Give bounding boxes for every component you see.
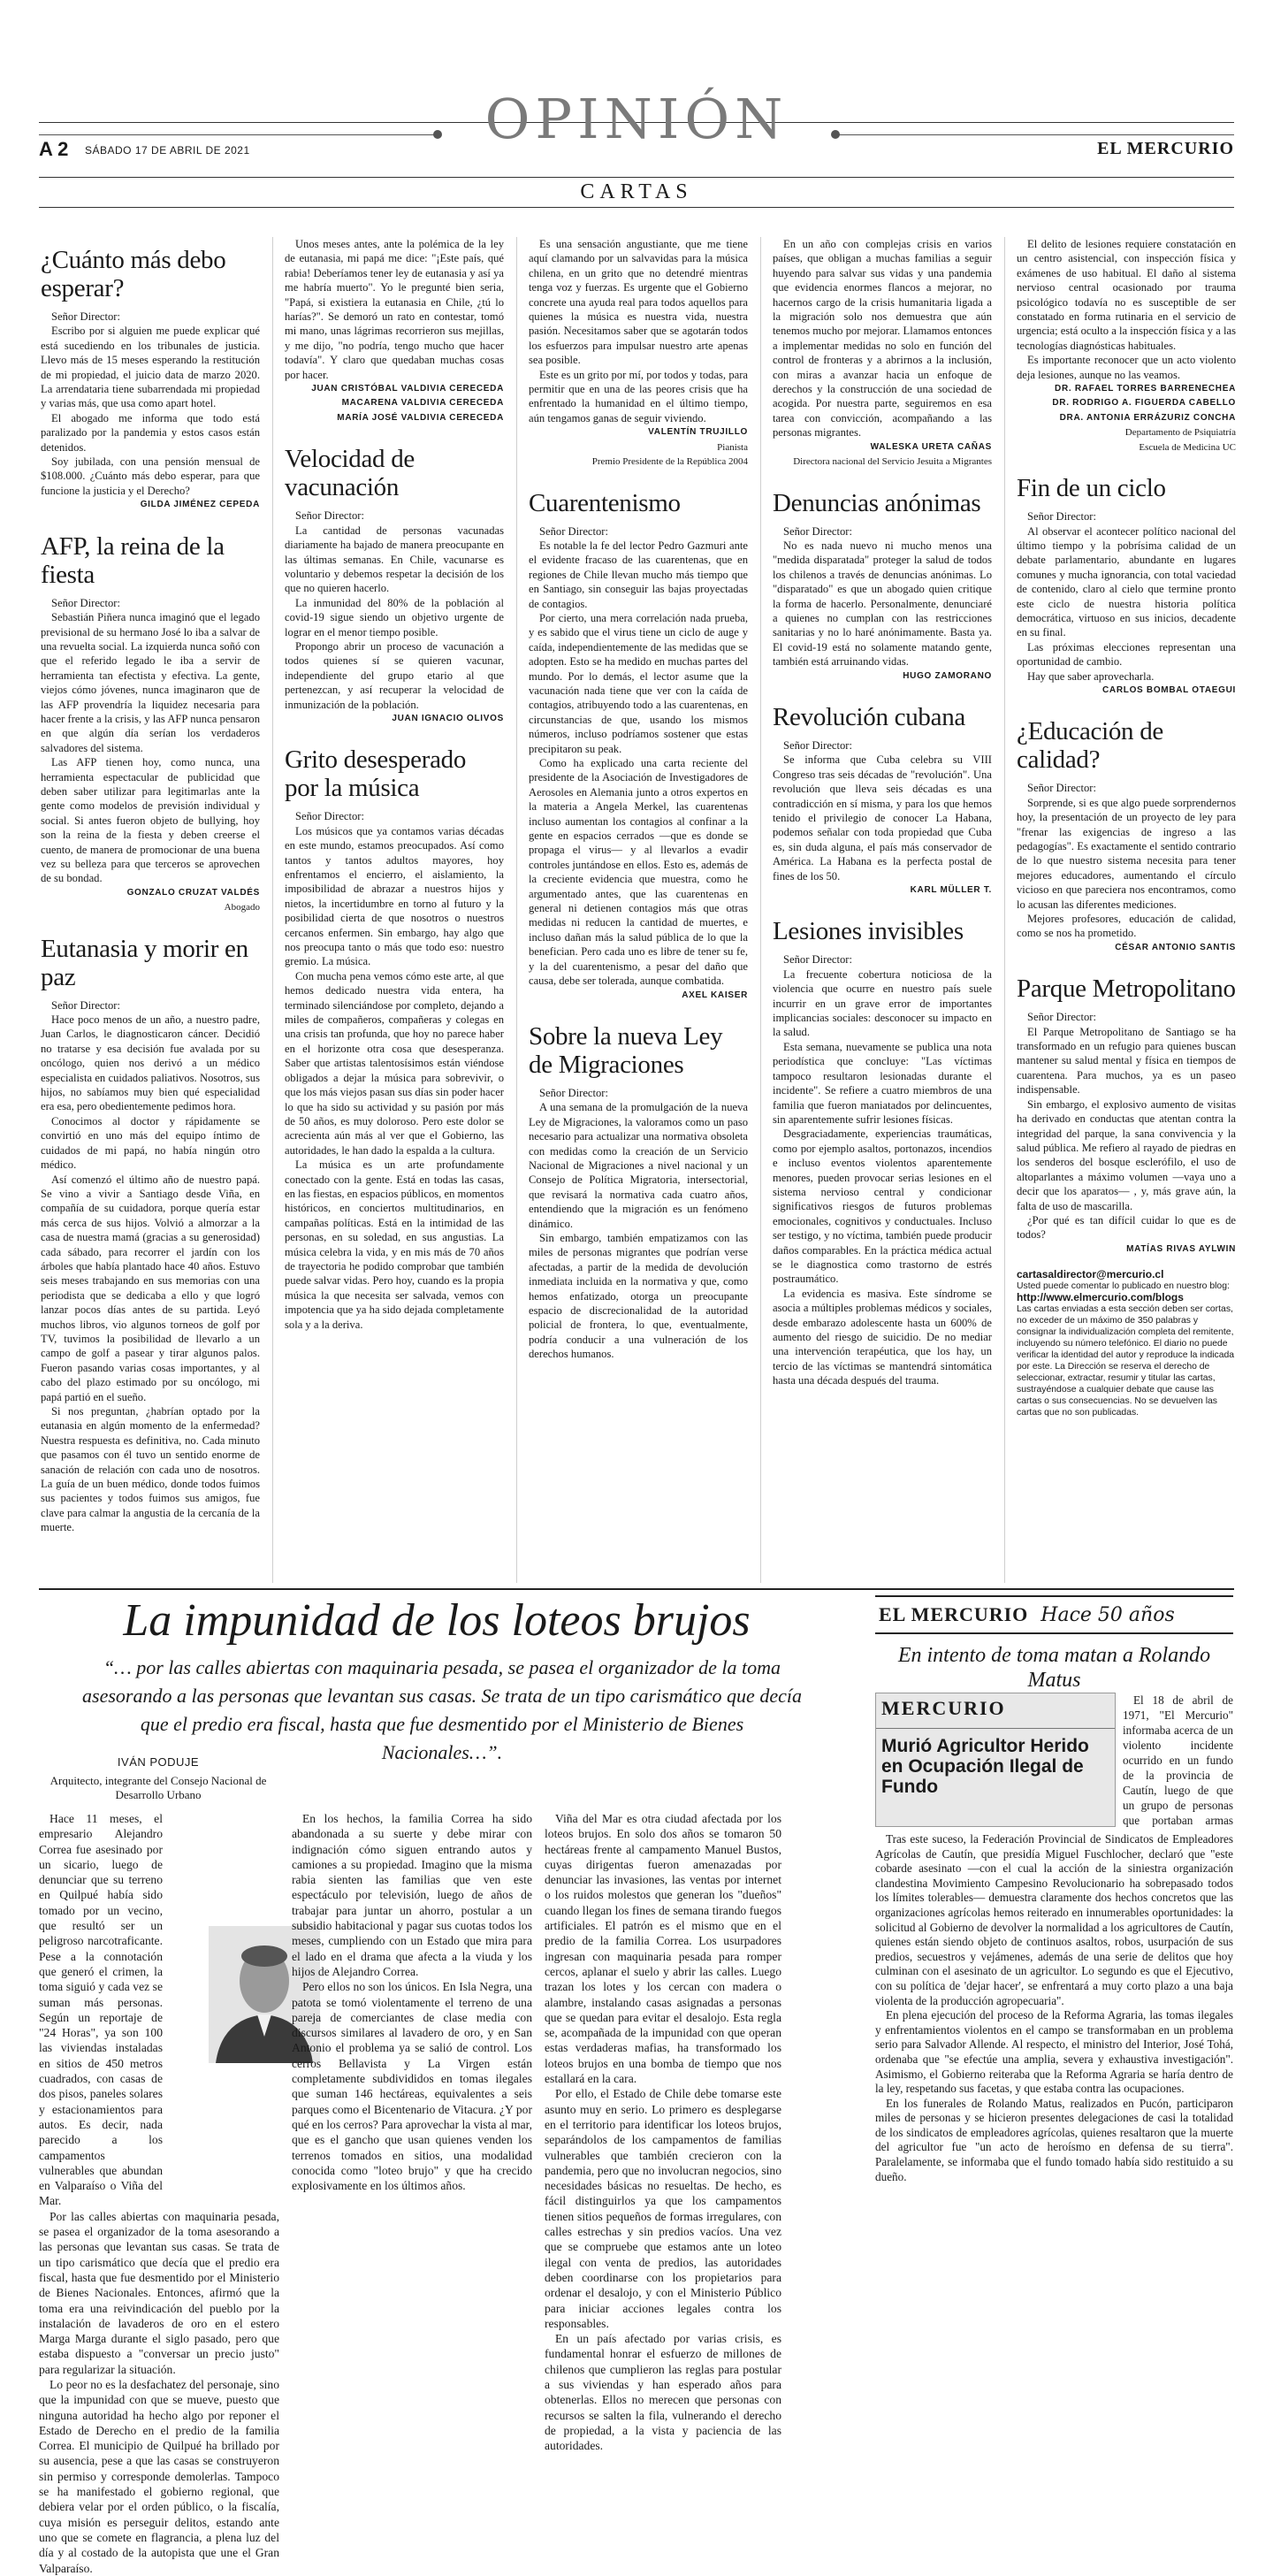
letter-paragraph: Es notable la fe del lector Pedro Gazmuri ante el evidente fracaso de las cuarentenas, que en regiones de Chile llevan mucho más tiempo que en Santiago, sin conseguir las bajas proyectadas de contagios.	[529, 539, 748, 610]
letter-title: Parque Metropolitano	[1017, 975, 1236, 1004]
letter-salutation: Señor Director:	[51, 310, 120, 323]
column-paragraph: Por las calles abiertas con maquinaria pesada, se pasea el organizador de la toma asesorando a las personas que levantan sus casas. Se trata de un tipo carismático que decía que el predio era fiscal, hasta que fue desmentido por el Ministerio de Bienes Nacionales. Entonces, afirmó que la toma era una reivindicación del pueblo por la instalación de lavaderos de oro en el estero Marga Marga durante el siglo pasado, pero que estaba dispuesto a "conversar un precio justo" para regularizar la situación.	[39, 2209, 279, 2376]
letter-salutation: Señor Director:	[295, 509, 364, 523]
letter	[773, 703, 992, 898]
hace-paragraph: En plena ejecución del proceso de la Reforma Agraria, las tomas ilegales y enfrentamientos violentos en el campo se transformaban en un problema serio para Salvador Allende. Al respecto, el ministro del Interior, José Tohá, ordenaba que "se efectúe una amplia, severa y exhaustiva investigación". Asimismo, el Gobierno reiteraba que la Reforma Agraria se haría dentro de la ley, respetando sus facetas, y que estaba contra las ocupaciones.	[875, 2008, 1233, 2096]
letter-role: Premio Presidente de la República 2004	[591, 456, 748, 468]
author-name: IVÁN PODUJE	[117, 1755, 200, 1769]
letter-paragraph: Al observar el acontecer político nacional del último tiempo y la pobrísima calidad de un debate parlamentario, abundante en lugares comunes y mucha ignorancia, con total vaciedad de contenido, claro al cielo que termine pronto este ciclo de nuestra historia política democrática, virtuoso en sus inicios, decadente en su final.	[1017, 524, 1236, 639]
letter	[529, 1022, 748, 1362]
letter-title: AFP, la reina de la fiesta	[41, 531, 225, 589]
letter-salutation: Señor Director:	[783, 953, 852, 967]
letter	[41, 935, 260, 1535]
page-number: A 2	[39, 138, 69, 160]
letter-paragraph: Propongo abrir un proceso de vacunación a todos quienes sí se quieren vacunar, independiente del grupo etario al que pertenezcan, y así recuperar la velocidad de inmunización de la población.	[285, 639, 504, 711]
hace-paragraph: En los funerales de Rolando Matus, realizados en Pucón, participaron miles de personas y se hicieron presentes delegaciones de casi la totalidad de los sindicatos de empleadores agrícolas, quienes resaltaron que la muerte del agricultor fue "un acto de heroísmo en defensa de su tierra". Paralelamente, se informaba que el fundo tomado había sido restituido a su dueño.	[875, 2096, 1233, 2183]
column-separator	[760, 237, 761, 1583]
letter-salutation: Señor Director:	[783, 738, 852, 752]
letter-signature: DRA. ANTONIA ERRÁZURIZ CONCHA	[1059, 412, 1236, 423]
letter-signature: CÉSAR ANTONIO SANTIS	[1115, 942, 1236, 952]
letter-role: Pianista	[717, 441, 748, 453]
letter-salutation: Señor Director:	[539, 524, 608, 538]
letter-title: Cuarentenismo	[529, 488, 681, 517]
letter-signature: GONZALO CRUZAT VALDÉS	[126, 887, 260, 898]
byline	[39, 1755, 278, 1802]
letter	[285, 445, 504, 726]
letter-paragraph: Se informa que Cuba celebra su VIII Congreso tras seis décadas de "revolución". Una revolución que lleva seis décadas es una contradicción en sí misma, y para los que hemos tenido el privilegio de conocer La Habana, podemos señalar con toda propiedad que Cuba es, sin duda alguna, el país más conservador de América. La Habana es la perfecta postal de fines de los 50.	[773, 753, 992, 883]
letter-signature: WALESKA URETA CAÑAS	[870, 441, 992, 452]
letter-title: Fin de un ciclo	[1017, 474, 1166, 503]
column-text-3	[545, 1811, 781, 2453]
hace-title: En intento de toma matan a Rolando Matus	[897, 1644, 1211, 1692]
hace-paragraph-lead: El 18 de abril de 1971, "El Mercurio" informaba acerca de un violento incidente ocurrido en un fundo de la provincia de Cautín, luego de que un grupo de personas que portaban armas	[1123, 1693, 1233, 1827]
column-title: La impunidad de los loteos brujos	[123, 1595, 751, 1646]
letter-signature: MATÍAS RIVAS AYLWIN	[1126, 1243, 1236, 1254]
column-paragraph: Viña del Mar es otra ciudad afectada por los loteos brujos. En solo dos años se tomaron 50 hectáreas frente al campamento Manuel Bustos, cuyas dirigentas fueron amenazadas por denunciar las invasiones, las ventas por internet o los ruidos molestos que generan los "dueños" cuando llegan los fines de semana tirando fuegos artificiales. El patrón es el mismo que en el predio de la familia Correa. Los usurpadores ingresan con maquinaria pesada para romper cercos, aplanar el suelo y abrir las calles. Luego trazan los lotes y los cercan con madera o alambre, instalando casas asignadas a personas que se quedan para evitar el desalojo. Esta regla se, acompañada de la impunidad con que operan estas verdaderas mafias, ha transformado los loteos brujos en una bomba de tiempo que nos estallará en la cara.	[545, 1812, 781, 2086]
letter	[1017, 975, 1236, 1257]
letter-paragraph: Soy jubilada, con una pensión mensual de $108.000. ¿Cuánto más debo esperar, para que funcione la justicia y el Derecho?	[41, 455, 260, 497]
bottom-section-rule	[39, 1588, 1234, 1590]
letter-paragraph: Como ha explicado una carta reciente del presidente de la Asociación de Investigadores de Aerosoles en Alemania junto a otros expertos en la materia a Angela Merkel, las cuarentenas incluso aumentan los contagios al confinar a la gente en espacios cerrados —que es donde se propaga el virus— y al llevarlos a evadir controles juntándose en ellos. Esto es, además de la creciente evidencia que muestra, como he argumentado antes, que las cuarentenas en general ni detienen contagios más que otras medidas ni reducen la cantidad de muertes, e incluso dañan más la salud pública de lo que la benefician. Pero cada uno es libre de tener su fe, y la del cuarentenismo, a pesar del daño que causa, debe ser tolerada, aunque combatida.	[529, 757, 748, 988]
letter-paragraph: Las AFP tienen hoy, como nunca, una herramienta espectacular de publicidad que deben saber utilizar para legitimarlas ante la gente como modelos de previsión individual y social. Si antes fueron objeto de bullying, hoy son la reina de la fiesta y deben creerse el cuento, de manera de promocionar de una buena vez su belleza para que terceros se aprovechen de su bondad.	[41, 756, 260, 885]
letter-paragraph: Sin embargo, el explosivo aumento de visitas ha derivado en conductas que atentan contra la integridad del parque, la sana convivencia y la salud pública. Me refiero al rayado de piedras en los senderos del bosque esclerófilo, el uso de altoparlantes a máximo volumen —vaya uno a decir que los aparatos— , y, más grave aún, la falta de uso de mascarilla.	[1017, 1097, 1236, 1212]
letter-title: Velocidad de vacunación	[285, 445, 415, 502]
letter-signature: GILDA JIMÉNEZ CEPEDA	[140, 500, 260, 510]
letter-title: Denuncias anónimas	[773, 488, 981, 517]
column-text-2	[292, 1811, 532, 2193]
letter-paragraph: Hace poco menos de un año, a nuestro padre, Juan Carlos, le diagnosticaron cáncer. Decidió no tratarse y esa decisión fue avalada por su oncólogo, quien nos derivó a un médico especialista en cuidados paliativos. Nosotros, sus hijos, no sabíamos muy bien qué especialidad era esa, pero obedientemente pedimos hora.	[41, 1013, 260, 1113]
letter-paragraph: Unos meses antes, ante la polémica de la ley de eutanasia, mi papá me dice: "¡Este país, qué rabia! Deberíamos tener ley de eutanasia y así ya me habría muerto". Yo le pregunté bien seria, "Papá, si existiera la eutanasia en Chile, ¿tú lo harías?". Se demoró un rato en contestar, tomó mi mano, unas lágrimas recorrieron sus mejillas, y me dijo, "no podría, tengo mucho que hacer todavía". Y claro que quedaban muchas cosas por hacer.	[285, 238, 504, 381]
letter-title: Revolución cubana	[773, 702, 965, 731]
clipping-headline: Murió Agricultor Herido en Ocupación Ilegal de Fundo	[881, 1736, 1089, 1797]
letter-signature: DR. RODRIGO A. FIGUERDA CABELLO	[1052, 398, 1236, 409]
contact-box	[1017, 1269, 1236, 1418]
blog-link[interactable]: http://www.elmercurio.com/blogs	[1017, 1291, 1184, 1304]
letter-paragraph: Por cierto, una mera correlación nada prueba, y es sabido que el virus tiene un ciclo de auge y caída, independientemente de las medidas que se adopten. Esto se ha medido en muchas partes del mundo. Por lo demás, el lector asume que la vacunación nada tiene que ver con la caída de contagios, atribuyendo todo a las cuarentenas, en circunstancias de que, usando los mismos números, incluso podríamos sostener que estas precipitaron su peak.	[529, 611, 748, 755]
masthead: EL MERCURIO	[1097, 139, 1234, 158]
hace-tagline: Hace 50 años	[1041, 1603, 1175, 1626]
section-rule-bottom	[39, 207, 1234, 208]
letter-salutation: Señor Director:	[1027, 782, 1096, 795]
section-title: OPINIÓN	[484, 87, 789, 151]
column-paragraph: En un país afectado por varias crisis, es fundamental honrar el esfuerzo de millones de chilenos que cumplieron las reglas para postular a sus viviendas y han esperado años para obtenerlas. Ellos no merecen que personas con recursos se salten la fila, vulnerando el derecho de propiedad, a la vista y paciencia de las autoridades.	[545, 2332, 781, 2453]
newspaper-clipping	[875, 1693, 1116, 1827]
letter-title: Grito desesperado por la música	[285, 745, 467, 803]
column-paragraph: Pero ellos no son los únicos. En Isla Negra, una patota se tomó violentamente el terreno de una pareja de comerciantes de clase media con discursos similares al lavadero de oro, y en San Antonio el problema ya se salió de control. Los cerros Bellavista y La Virgen están completamente subdivididos en tomas ilegales que suman 146 hectáreas, equivalentes a seis parques como el Bicentenario de Vitacura. ¿Y por qué en los cerros? Para aprovechar la vista al mar, que es el gancho que usan quienes venden los terrenos tomados en sitios, una modalidad conocida como "loteo brujo" y que ha crecido explosivamente en los últimos años.	[292, 1980, 532, 2193]
letter-paragraph: Esta semana, nuevamente se publica una nota periodística que concluye: "Las víctimas tampoco resultaron lesionadas durante el incidente". Se refiere a cuatro miembros de una familia que fueron maniatados por delincuentes, sin aparentemente sufrir lesiones físicas.	[773, 1040, 992, 1126]
letter-paragraph: Sorprende, si es que algo puede sorprendernos hoy, la presentación de un proyecto de ley para "frenar las exigencias de ingreso a las pedagogías". Es exactamente el sentido contrario de lo que nuestro sistema necesita para tener mejores educadores, aumentando el círculo vicioso en que pareciera nos encontramos, como lo acusan las diferentes mediciones.	[1017, 796, 1236, 911]
letter-signature: KARL MÜLLER T.	[910, 885, 992, 896]
letter-signature: MACARENA VALDIVIA CERECEDA	[341, 398, 504, 409]
letter	[41, 532, 260, 915]
letter	[1017, 717, 1236, 955]
letter-paragraph: No es nada nuevo ni mucho menos una "medida disparatada" proteger la salud de todos los chilenos a través de denuncias anónimas. Lo "disparatado" es que un abogado quien critique la forma de hacerlo. Personalmente, denunciaré a quienes no cumplan con las restricciones sanitarias y no lo haré anónimamente. Basta ya. El covid-19 está no solamente matando gente, también está arruinando vidas.	[773, 539, 992, 669]
hace-masthead: EL MERCURIO	[879, 1603, 1029, 1625]
letter	[773, 917, 992, 1387]
letter-salutation: Señor Director:	[51, 998, 120, 1012]
column-separator	[1004, 237, 1005, 1583]
pull-quote: “… por las calles abiertas con maquinaria pesada, se pasea el organizador de la toma asesorando a las personas que levantan sus casas. Se trata de un tipo carismático que decía que el predio era fiscal, hasta que fue desmentido por el Ministerio de Bienes Nacionales…”.	[82, 1656, 802, 1763]
contact-email[interactable]: cartasaldirector@mercurio.cl	[1017, 1268, 1164, 1281]
contact-note: Usted puede comentar lo publicado en nuestro blog:	[1017, 1281, 1230, 1292]
letter	[41, 246, 260, 513]
letter-signature: JUAN CRISTÓBAL VALDIVIA CERECEDA	[311, 384, 504, 394]
clipping-masthead: MERCURIO	[881, 1697, 1006, 1719]
column-separator	[516, 237, 517, 1583]
letter-signature: HUGO ZAMORANO	[903, 670, 992, 681]
letter-paragraph: El abogado me informa que todo está paralizado por la pandemia y estos casos están detenidos.	[41, 411, 260, 454]
letter-title: Lesiones invisibles	[773, 917, 964, 946]
letter-paragraph: Si nos preguntan, ¿habrían optado por la eutanasia en algún momento de la enfermedad? Nuestra respuesta es definitiva, no. Cada minuto que pasamos con él tuvo un sentido enorme de sanación de relación con cada uno de nosotros. La guía de un buen médico, donde todos fuimos sus pacientes y todos fuimos sus amigos, fue clave para calmar la angustia de la cercanía de la muerte.	[41, 1405, 260, 1534]
hace-header	[875, 1595, 1233, 1634]
letter-salutation: Señor Director:	[1027, 1011, 1096, 1024]
letter-paragraph: ¿Por qué es tan difícil cuidar lo que es de todos?	[1017, 1213, 1236, 1242]
clipping-subrule	[876, 1720, 1115, 1729]
letter-signature: AXEL KAISER	[682, 990, 748, 1000]
page-date: SÁBADO 17 DE ABRIL DE 2021	[85, 144, 250, 157]
letter-paragraph: La evidencia es masiva. Este síndrome se asocia a múltiples problemas médicos y sociales, desde embarazo adolescente hasta un 600% de aumento del riesgo de suicidio. De no mediar una intervención terapéutica, que los hay, un tercio de las víctimas se mantendrá sintomática hasta una década después del trauma.	[773, 1287, 992, 1387]
letter	[529, 489, 748, 1003]
letter-paragraph: Los músicos que ya contamos varias décadas en este mundo, estamos preocupados. Así como tantos y tantos adultos mayores, hoy enfrentamos el encierro, el aislamiento, la imposibilidad de abrazar a nuestros hijos y nietos, la incertidumbre en torno al futuro y la posibilidad cierta de que nosotros o nuestros cercanos enfermen. Sin embargo, hay algo que nos preocupa tanto o más que todo eso: nuestro gremio. La música.	[285, 824, 504, 968]
letter-paragraph: Sebastián Piñera nunca imaginó que el legado previsional de su hermano José lo iba a salvar de una revuelta social. La izquierda nunca soñó con que el referido legado le iba a servir de herramienta tan efectista y efectiva. La gente, viejos cómo jóvenes, nunca imaginaron que de las AFP provendría la liquidez necesaria para hacer frente a la crisis, y las AFP nunca pensaron en que algún día serían los verdaderos salvadores del sistema.	[41, 611, 260, 754]
letter-role: Directora nacional del Servicio Jesuita a Migrantes	[793, 456, 992, 468]
hace-paragraph: Tras este suceso, la Federación Provincial de Sindicatos de Empleadores Agrícolas de Cautín, que presidía Miguel Fuschlocher, declaró que "este cobarde asesinato —con el cual la acción de la siniestra organización clandestina Movimiento Campesino Revolucionario ha sobrepasado todos los límites tolerables— demuestra claramente dos hechos concretos que las organizaciones agrícolas hemos reiterado en innumerables oportunidades: la solicitud al Gobierno de devolver la normalidad a los agricultores de Cautín, quienes están siendo objeto de continuos asaltos, robos, usurpación de sus predios, secuestros y vejámenes, además de una serie de delitos que hoy culminan con el asesinato de un agricultor. Lo segundo es que el Ejecutivo, con su política de 'dejar hacer', se enfrentará a muy corto plazo a una baja violenta de la producción agropecuaria".	[875, 1832, 1233, 2007]
letter-paragraph: El Parque Metropolitano de Santiago se ha transformado en un refugio para quienes buscan mantener su salud mental y física en tiempos de cuarentena. Para muchos, ya es un paseo indispensable.	[1017, 1025, 1236, 1097]
author-description: Arquitecto, integrante del Consejo Nacional de Desarrollo Urbano	[50, 1774, 267, 1801]
letter-role: Abogado	[224, 902, 260, 913]
letter-paragraph: La frecuente cobertura noticiosa de la violencia que ocurre en nuestro país suele incurrir en un grave error de importantes implicancias sociales: desconocer su impacto en la salud.	[773, 967, 992, 1039]
letters-column-5	[1017, 237, 1236, 1418]
column-paragraph: Por ello, el Estado de Chile debe tomarse este asunto muy en serio. Lo primero es desplegarse en el territorio para identificar los loteos brujos, separándolos de los campamentos de familias vulnerables que también crecieron con la pandemia, pero que no involucran negocios, sino necesidades básicas no resueltas. De hecho, es fácil distinguirlos ya que los campamentos tienen sitios pequeños de formas irregulares, con calles estrechas y sin predios vacíos. Una vez que se compruebe que estamos ante un loteo ilegal con venta de predios, las autoridades deben coordinarse con los propietarios para ordenar el desalojo, y con el Ministerio Público para iniciar acciones legales contra los responsables.	[545, 2087, 781, 2330]
letter-paragraph: Las próximas elecciones representan una oportunidad de cambio.	[1017, 640, 1236, 669]
letter-signature: DR. RAFAEL TORRES BARRENECHEA	[1055, 384, 1236, 394]
column-paragraph: Lo peor no es la desfachatez del personaje, sino que la impunidad con que se mueve, puesto que ninguna autoridad ha hecho algo por reponer el Estado de Derecho en el predio de la familia Correa. El municipio de Quilpué ha brillado por su ausencia, pese a que las casas se construyeron sin permiso y corresponde demolerlas. Tampoco se ha manifestado el gobierno regional, que debiera velar por el orden público, o la fiscalía, cuya misión es perseguir delitos, estando ante uno que se comete en flagrancia, a plena luz del día y al costado de la autopista que une el Gran Valparaíso.	[39, 2377, 279, 2575]
letter-paragraph: Mejores profesores, educación de calidad, como se nos ha prometido.	[1017, 913, 1236, 940]
column-paragraph: Hace 11 meses, el empresario Alejandro Correa fue asesinado por un sicario, luego de denunciar que su terreno en Quilpué había sido tomado por un vecino, que resultó ser un peligroso narcotraficante. Pese a la connotación que generó el crimen, la toma siguió y cada vez se suman más personas. Según un reportaje de "24 Horas", ya son 100 las viviendas instaladas en sitios de 450 metros cuadrados, con casas de dos pisos, paneles solares y estacionamientos para autos. Es decir, nada parecido a los campamentos vulnerables que abundan en Valparaíso o Viña del Mar.	[39, 1812, 163, 2208]
letter-title: ¿Educación de calidad?	[1017, 717, 1163, 775]
letter-paragraph: Así comenzó el último año de nuestro papá. Se vino a vivir a Santiago desde Viña, en compañía de su cuidadora, porque quería estar más cerca de sus hijos. Volvió a almorzar a la casa de nuestra mamá (gracias a su generosidad) cada sábado, para recorrer el jardín con los árboles que había plantado hace 40 años. Estuvo seis meses trabajando en sus memorias con una periodista que se dedicaba a ello y que logró lanzar pocos días antes de su partida. Leyó muchos libros, vio algunos torneos de golf por TV, tuvimos la posibilidad de llevarlo a un campo de golf a pasear y tirar algunos palos. Fueron pasando varias cosas importantes, y al cabo del plazo estimado por su oncólogo, mi papá partió en el sueño.	[41, 1173, 260, 1403]
letter-title: Eutanasia y morir en paz	[41, 934, 248, 991]
letter-paragraph: Desgraciadamente, experiencias traumáticas, como por ejemplo asaltos, portonazos, incendios e incluso eventos violentos aparentemente menores, pueden provocar serias lesiones en el sistema nervioso central y condicionar significativos riesgos de futuros problemas emocionales, cognitivos y conductuales. Incluso ser testigo, y no víctima, también puede producir daños comparables. En la práctica médica actual se le diagnostica como trastorno de estrés postraumático.	[773, 1127, 992, 1286]
letter-signature: VALENTÍN TRUJILLO	[648, 427, 748, 438]
letters-column-2	[285, 237, 504, 1332]
letter-paragraph: A una semana de la promulgación de la nueva Ley de Migraciones, la valoramos como un paso necesario para actualizar una normativa obsoleta con medidas como la creación de un Servicio Nacional de Migraciones a nivel nacional y un Consejo de Política Migratoria, intersectorial, que revisará la normativa cada cuatro años, entendiendo que la migración es un fenómeno dinámico.	[529, 1101, 748, 1230]
letters-column-4	[773, 237, 992, 1388]
letter-paragraph: La cantidad de personas vacunadas diariamente ha bajado de manera preocupante en las últimas semanas. En Chile, vacunarse es voluntario y debemos respetar la decisión de los que no quieren hacerlo.	[285, 524, 504, 595]
section-rule-top	[39, 177, 1234, 178]
letter	[285, 745, 504, 1332]
letter-signature: JUAN IGNACIO OLIVOS	[392, 713, 504, 723]
letter-role: Escuela de Medicina UC	[1139, 441, 1236, 453]
letter-role: Departamento de Psiquiatría	[1124, 427, 1236, 439]
letter-paragraph: Este es un grito por mí, por todos y todas, para permitir que en una de las peores crisis que ha enfrentado la humanidad en el último tiempo, aún tengamos ganas de seguir viviendo.	[529, 368, 748, 424]
letter-paragraph: La música es un arte profundamente conectado con la gente. Está en todas las casas, en las fiestas, en espacios públicos, en momentos históricos, en conciertos multitudinarios, en campañas políticas. Está en la intimidad de las personas, en su soledad, en sus angustias. La música celebra la vida, y en mis más de 70 años de trayectoria he podido comprobar que también puede salvar vidas. Pero hoy, cuando es la propia música la que necesita ser salvada, vemos con impotencia que ya ha sido dejada completamente sola y a la deriva.	[285, 1158, 504, 1331]
column-paragraph: En los hechos, la familia Correa ha sido abandonada a su suerte y debe mirar con indignación cómo siguen entrando autos y camiones a su propiedad. Imagino que la misma rabia sienten las familias que ven este espectáculo por televisión, luego de años de trabajar para juntar un ahorro, postular a un subsidio habitacional y pagar sus cuotas todos los meses, cumpliendo con un Estado que mira para el lado en el drama que afecta a la viuda y los hijos de Alejandro Correa.	[292, 1812, 532, 1978]
subsection-title: CARTAS	[580, 180, 693, 203]
letter-salutation: Señor Director:	[539, 1086, 608, 1099]
letter-title: ¿Cuánto más debo esperar?	[41, 246, 226, 302]
letters-column-3	[529, 237, 748, 1362]
hace-text	[875, 1832, 1233, 2184]
letter-salutation: Señor Director:	[295, 810, 364, 823]
letter-paragraph: El delito de lesiones requiere constatación en un centro asistencial, con inspección física y exámenes de uso habitual. El daño al sistema nervioso central ocasionado por trauma psicológico todavía no es susceptible de ser constatado en forma rutinaria en el servicio de urgencia; está oculto a la inspección física y a las tecnologías diagnósticas habituales.	[1017, 238, 1236, 352]
letter-paragraph: Hay que saber aprovecharla.	[1027, 669, 1155, 683]
letter-paragraph: La inmunidad del 80% de la población al covid-19 sigue siendo un objetivo urgente de lograr en el menor tiempo posible.	[285, 596, 504, 638]
letter-salutation: Señor Director:	[783, 524, 852, 538]
letter-paragraph: Con mucha pena vemos cómo este arte, al que hemos dedicado nuestra vida entera, ha terminado silenciándose por completo, dejando a miles de compañeros, compañeras y colegas en una crisis tan profunda, que hoy no parece haber en el horizonte otra cosa que desesperanza. Saber que artistas talentosísimos están viéndose obligados a dejar la música para sobrevivir, o que los más viejos pasan sus días sin poder hacer lo que ha sido su actividad y su pasión por más de 50 años, es muy doloroso. Pero este dolor se acrecienta aún más al ver que el Gobierno, las autoridades, le han dado la espalda a la cultura.	[285, 969, 504, 1157]
letter-paragraph: Conocimos al doctor y rápidamente se convirtió en uno más del equipo íntimo de cuidados de mi papá, no había ningún otro médico.	[41, 1114, 260, 1172]
letter-signature: MARÍA JOSÉ VALDIVIA CERECEDA	[337, 412, 504, 423]
hace-50-anos-box	[875, 1595, 1233, 1693]
letter-paragraph: Es importante reconocer que un acto violento deja lesiones, aunque no las veamos.	[1017, 354, 1236, 381]
letter-paragraph: Escribo por si alguien me puede explicar qué está sucediendo en los tribunales de justicia. Llevo más de 15 meses esperando la restitución de mi propiedad, el juicio data de marzo 2020. La arrendataria tiene subarrendada mi propiedad y varias más, que usa como apart hotel.	[41, 325, 260, 410]
letters-column-1	[41, 237, 260, 1535]
column-separator	[272, 237, 273, 1583]
letter	[1017, 474, 1236, 698]
letter-signature: CARLOS BOMBAL OTAEGUI	[1102, 684, 1236, 695]
hace-text-side	[1123, 1693, 1233, 1827]
letter-paragraph: En un año con complejas crisis en varios países, que obligan a muchas familias a seguir huyendo para salvar sus vidas y una pandemia que evidencia enormes flancos a mejorar, no hacernos cargo de la crisis humanitaria ligada a la migración solo nos demuestra que aún tenemos mucho por mejorar. Llamamos entonces a implementar medidas no solo en función del control de fronteras y a abrirnos a la inclusión, con miras a avanzar hacia un enfoque de derechos y la construcción de una sociedad de acogida. Por nuestra parte, seguiremos en esa tarea con convicción, acompañando a las personas migrantes.	[773, 238, 992, 440]
letter-paragraph: Sin embargo, también empatizamos con las miles de personas migrantes que podrían verse afectadas, a partir de la medida de devolución inmediata incluida en la normativa y que, como hemos enfatizado, otorga un preocupante espacio de discrecionalidad de la autoridad policial de frontera, lo que, eventualmente, podría conducir a una vulneración de los derechos humanos.	[529, 1231, 748, 1361]
letter-title: Sobre la nueva Ley de Migraciones	[529, 1021, 723, 1079]
letter-paragraph: Es una sensación angustiante, que me tiene aquí clamando por un salvavidas para la música chilena, en un grito que no detendré mientras tenga voz y fuerzas. Es urgente que el Gobierno concrete una ayuda real para todos aquellos para quienes la música es nuestra vida, nuestra pasión. Necesitamos saber que se agotarán todos los esfuerzos para impulsar nuestro arte apenas sea posible.	[529, 238, 748, 367]
letter-salutation: Señor Director:	[51, 596, 120, 609]
letter-salutation: Señor Director:	[1027, 510, 1096, 524]
letter	[773, 489, 992, 684]
contact-disclaimer: Las cartas enviadas a esta sección deben ser cortas, no exceder de un máximo de 350 palabras y consignar la individualización completa del remitente, incluyendo su número telefónico. El diario no puede verificar la identidad del autor y reproduce la indicada por este. La Dirección se reserva el derecho de seleccionar, extractar, resumir y titular las cartas, sustrayéndose a cualquier debate que cause las cartas o sus consecuencias. No se devuelven las cartas que no son publicadas.	[1017, 1304, 1235, 1418]
